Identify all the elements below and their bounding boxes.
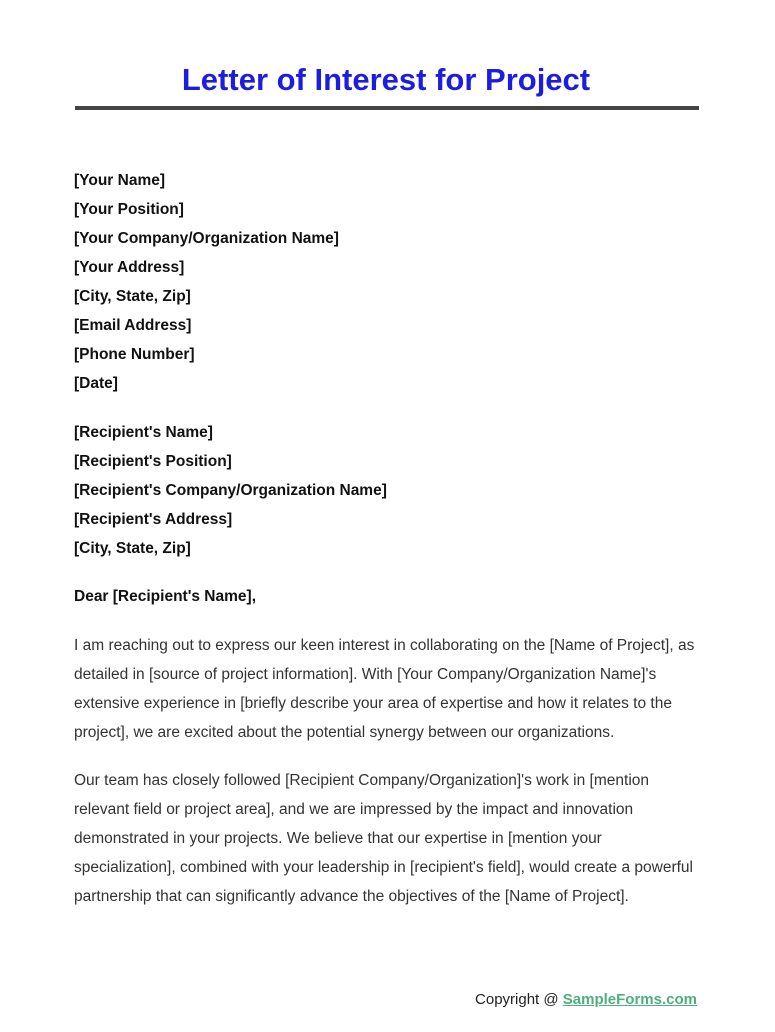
recipient-address: [Recipient's Address]: [74, 511, 233, 528]
copyright-text: Copyright @: [475, 991, 563, 1008]
recipient-company: [Recipient's Company/Organization Name]: [74, 482, 387, 499]
sender-company: [Your Company/Organization Name]: [74, 230, 339, 247]
sender-position: [Your Position]: [74, 201, 184, 218]
sender-city-state-zip: [City, State, Zip]: [74, 288, 191, 305]
recipient-position: [Recipient's Position]: [74, 453, 232, 470]
sender-phone: [Phone Number]: [74, 346, 195, 363]
recipient-city-state-zip: [City, State, Zip]: [74, 540, 191, 557]
sender-email: [Email Address]: [74, 317, 192, 334]
body-paragraph-2: Our team has closely followed [Recipient Company/Organization]'s work in [mention relevant field or project area], and we are impressed by the impact and innovation demonstrated in your projects. We believe that our expertise in [mention your specialization], combined with your leadership in [recipient's field], would create a powerful partnership that can significantly advance the objectives of the [Name of Project].: [74, 772, 693, 905]
letter-date: [Date]: [74, 375, 118, 392]
sender-address: [Your Address]: [74, 259, 185, 276]
recipient-address-block: [74, 418, 387, 563]
salutation: Dear [Recipient's Name],: [74, 588, 256, 605]
sender-address-block: [74, 166, 339, 398]
title-divider: [75, 106, 699, 110]
sender-name: [Your Name]: [74, 172, 166, 189]
body-paragraph-1: I am reaching out to express our keen interest in collaborating on the [Name of Project], as detailed in [source of project information]. With [Your Company/Organization Name]'s extensive experience in [briefly describe your area of expertise and how it relates to the project], we are excited about the potential synergy between our organizations.: [74, 637, 695, 741]
brand-link[interactable]: SampleForms.com: [562, 991, 697, 1008]
page-title: Letter of Interest for Project: [181, 62, 591, 97]
recipient-name: [Recipient's Name]: [74, 424, 213, 441]
copyright-footer: [475, 989, 697, 1011]
